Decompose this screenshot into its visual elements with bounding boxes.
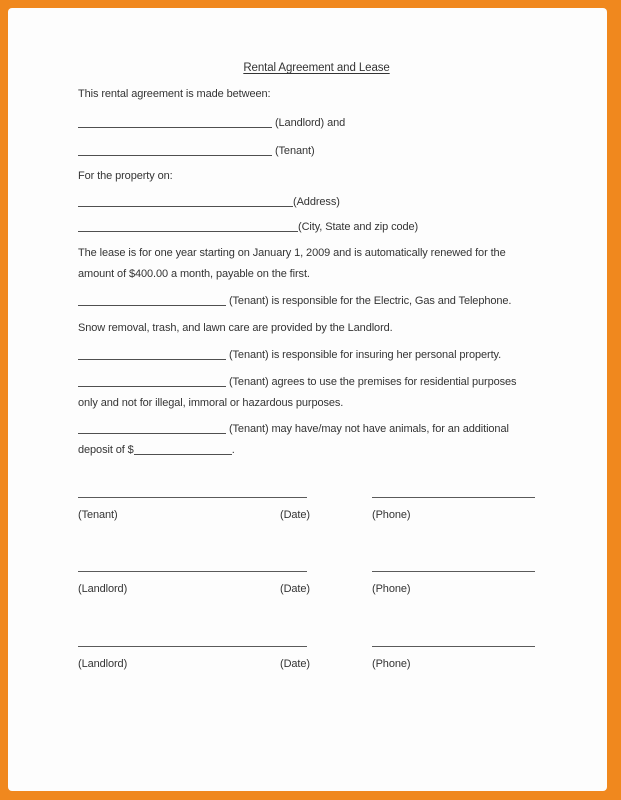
landlord1-date-label: (Date) (280, 583, 310, 595)
utilities-tenant-blank (78, 294, 226, 306)
animals-clause-line1 (78, 419, 555, 440)
property-heading: For the property on: (78, 170, 173, 182)
deposit-period: . (231, 444, 235, 456)
landlord1-signature-label: (Landlord) (78, 583, 128, 595)
insurance-tenant-blank (78, 348, 226, 360)
address-label: (Address) (293, 196, 340, 208)
deposit-amount-blank (134, 443, 232, 455)
premises-tenant-blank (78, 375, 226, 387)
signature-row-landlord-2 (78, 646, 555, 686)
premises-clause-line1 (78, 372, 555, 393)
animals-clause-text1: (Tenant) may have/may not have animals, for an additional (228, 423, 509, 435)
landlord-label: (Landlord) and (274, 117, 346, 129)
signature-row-tenant (78, 497, 555, 537)
deposit-prefix: deposit of $ (78, 444, 134, 456)
tenant-date-label: (Date) (280, 509, 310, 521)
lease-terms-paragraph (78, 243, 555, 285)
landlord-name-line (78, 113, 555, 133)
animals-clause-line2 (78, 440, 555, 461)
city-state-zip-blank (78, 220, 298, 232)
animals-clause (78, 419, 555, 461)
landlord1-phone-line (372, 571, 535, 572)
document-title-text: Rental Agreement and Lease (243, 62, 390, 74)
insurance-clause (78, 345, 555, 365)
address-line (78, 192, 555, 212)
document-page (8, 8, 607, 791)
landlord2-signature-label: (Landlord) (78, 658, 128, 670)
services-clause: Snow removal, trash, and lawn care are provided by the Landlord. (78, 322, 393, 334)
utilities-clause-text: (Tenant) is responsible for the Electric, Gas and Telephone. (228, 295, 512, 307)
signature-row-landlord-1 (78, 571, 555, 611)
landlord1-phone-label: (Phone) (372, 583, 411, 595)
tenant-signature-line (78, 497, 307, 498)
tenant-phone-label: (Phone) (372, 509, 411, 521)
intro-paragraph: This rental agreement is made between: (78, 88, 271, 100)
tenant-signature-label: (Tenant) (78, 509, 118, 521)
premises-clause-line2: only and not for illegal, immoral or hazardous purposes. (78, 397, 344, 409)
city-state-zip-label: (City, State and zip code) (298, 221, 419, 233)
lease-terms-line1: The lease is for one year starting on January 1, 2009 and is automatically renewed for the (78, 247, 506, 259)
tenant-label: (Tenant) (274, 145, 315, 157)
insurance-clause-text: (Tenant) is responsible for insuring her personal property. (228, 349, 502, 361)
address-blank (78, 195, 293, 207)
tenant-name-blank (78, 144, 272, 156)
document-title (78, 58, 555, 78)
tenant-phone-line (372, 497, 535, 498)
city-state-zip-line (78, 217, 555, 237)
animals-tenant-blank (78, 422, 226, 434)
premises-clause-text1: (Tenant) agrees to use the premises for residential purposes (228, 376, 517, 388)
utilities-clause (78, 291, 555, 311)
landlord2-date-label: (Date) (280, 658, 310, 670)
landlord2-signature-line (78, 646, 307, 647)
lease-terms-line2: amount of $400.00 a month, payable on the first. (78, 268, 310, 280)
document-content (78, 8, 555, 686)
premises-clause (78, 372, 555, 414)
landlord1-signature-line (78, 571, 307, 572)
tenant-name-line (78, 141, 555, 161)
landlord2-phone-label: (Phone) (372, 658, 411, 670)
landlord2-phone-line (372, 646, 535, 647)
landlord-name-blank (78, 116, 272, 128)
